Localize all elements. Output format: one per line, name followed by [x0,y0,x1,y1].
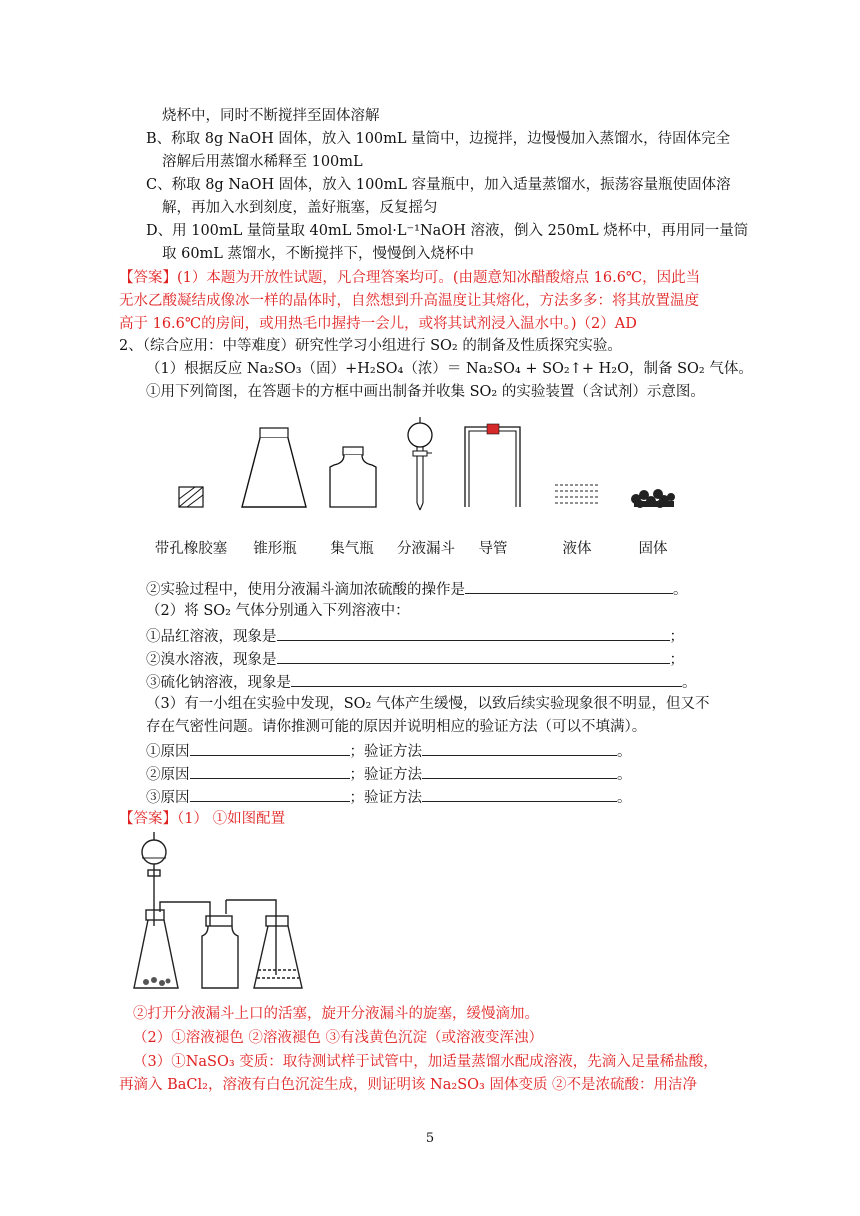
answer2-part1: （1） ①如图配置 [177,811,286,827]
q2-part1-b-text: ②实验过程中，使用分液漏斗滴加浓硫酸的操作是 [146,582,465,598]
q2-part3-line1: （3）有一小组在实验中发现，SO₂ 气体产生缓慢，以致后续实验现象很不明显，但又不 [146,696,710,712]
reason-blank[interactable] [190,740,350,756]
reason-row-2 [146,763,632,785]
option-c-line1: C、称取 8g NaOH 固体，放入 100mL 容量瓶中，加入适量蒸馏水，振荡容量瓶使固体溶 [146,177,731,193]
answer-blank[interactable] [277,625,670,641]
reason-label: ③原因 [146,790,190,806]
option-c-line2: 解，再加入水到刻度，盖好瓶塞，反复摇匀 [162,200,438,216]
reason-label: ①原因 [146,744,190,760]
label-separatory-funnel: 分液漏斗 [397,541,455,557]
stopper-icon [179,487,203,507]
answer2-line4: 再滴入 BaCl₂，溶液有白色沉淀生成，则证明该 Na₂SO₃ 固体变质 ②不是浓硫酸：用洁净 [119,1077,698,1093]
semicolon: ； [669,652,684,668]
solid-icon [631,489,675,508]
option-b-line1: B、称取 8g NaOH 固体，放入 100mL 量筒中，边搅拌，边慢慢加入蒸馏水，待固体完全 [146,131,731,147]
answer2-line2: （2）①溶液褪色 ②溶液褪色 ③有浅黄色沉淀（或溶液变浑浊） [133,1030,543,1046]
reason-label: ②原因 [146,767,190,783]
period: 。 [617,744,632,760]
q2-part1-b [146,578,688,600]
period: 。 [682,675,697,691]
q2-part2-a-text: ①品红溶液，现象是 [146,629,277,645]
answer2-heading [119,809,285,829]
q2-part3-line2: 存在气密性问题。请你推测可能的原因并说明相应的验证方法（可以不填满）。 [146,719,647,735]
answer-blank[interactable] [465,578,673,594]
verify-blank[interactable] [422,786,617,802]
q2-part2-b [146,648,684,670]
reason-blank[interactable] [190,763,350,779]
answer1-line1: 【答案】(1）本题为开放性试题，凡合理答案均可。(由题意知冰醋酸熔点 16.6℃，因此当 [119,270,701,286]
option-a-continued: 烧杯中，同时不断搅拌至固体溶解 [162,108,380,124]
period: 。 [617,790,632,806]
reason-blank[interactable] [190,786,350,802]
apparatus-figure [150,415,710,515]
page-number: 5 [425,1131,435,1146]
q2-part2: （2）将 SO₂ 气体分别通入下列溶液中： [146,603,410,619]
label-delivery-tube: 导管 [478,541,508,557]
label-gas-bottle: 集气瓶 [330,541,374,557]
verify-blank[interactable] [422,740,617,756]
answer1-line2: 无水乙酸凝结成像冰一样的晶体时，自然想到升高温度让其熔化，方法多多：将其放置温度 [119,293,699,309]
reason-row-1 [146,740,632,762]
verify-blank[interactable] [422,763,617,779]
q2-part1: （1）根据反应 Na₂SO₃（固）+H₂SO₄（浓）＝ Na₂SO₄ + SO₂↑+ H₂O，制备 SO₂ 气体。 [146,361,753,377]
verify-label: ；验证方法 [349,790,422,806]
answer-blank[interactable] [291,671,682,687]
label-liquid: 液体 [562,541,592,557]
option-d-line1: D、用 100mL 量筒量取 40mL 5mol·L⁻¹NaOH 溶液，倒入 250mL 烧杯中，再用同一量筒 [146,223,749,239]
separatory-funnel-icon [408,417,432,510]
period: 。 [617,767,632,783]
verify-label: ；验证方法 [349,767,422,783]
answer2-label: 【答案】 [119,811,177,827]
question2-title: 2、（综合应用：中等难度）研究性学习小组进行 SO₂ 的制备及性质探究实验。 [119,338,622,354]
option-b-line2: 溶解后用蒸馏水稀释至 100mL [162,154,363,170]
period: 。 [673,582,688,598]
conical-flask-icon [242,428,306,507]
q2-part2-c-text: ③硫化钠溶液，现象是 [146,675,291,691]
answer1-line3: 高于 16.6℃的房间，或用热毛巾握持一会儿，或将其试剂浸入温水中。)（2）AD [119,316,637,332]
gas-bottle-icon [330,447,376,507]
q2-part2-b-text: ②溴水溶液，现象是 [146,652,277,668]
liquid-icon [555,485,598,503]
answer2-line1: ②打开分液漏斗上口的活塞，旋开分液漏斗的旋塞，缓慢滴加。 [133,1006,539,1022]
answer2-line3: （3）①NaSO₃ 变质：取待测试样于试管中，加适量蒸馏水配成溶液，先滴入足量稀盐酸， [133,1054,718,1070]
label-solid: 固体 [638,541,668,557]
q2-part2-a [146,625,684,647]
verify-label: ；验证方法 [349,744,422,760]
q2-part2-c [146,671,697,693]
semicolon: ； [669,629,684,645]
delivery-tube-icon [465,424,520,507]
option-d-line2: 取 60mL 蒸馏水，不断搅拌下，慢慢倒入烧杯中 [162,246,475,262]
label-conical-flask: 锥形瓶 [253,541,297,557]
q2-part1-a: ①用下列简图，在答题卡的方框中画出制备并收集 SO₂ 的实验装置（含试剂）示意图。 [146,384,705,400]
reason-row-3 [146,786,632,808]
label-stopper: 带孔橡胶塞 [154,541,228,557]
answer-blank[interactable] [277,648,670,664]
answer-apparatus-sketch [128,830,328,995]
